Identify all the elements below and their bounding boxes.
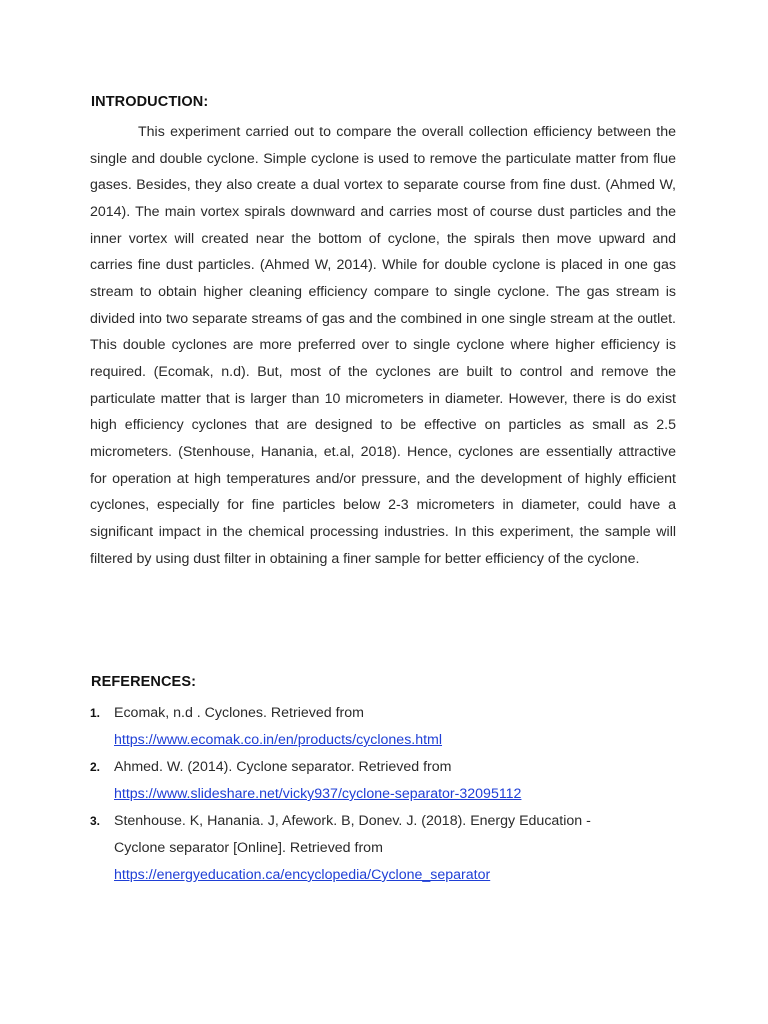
- reference-text: Stenhouse. K, Hanania. J, Afework. B, Donev. J. (2018). Energy Education - Cyclone separator [Online]. Retrieved from: [114, 813, 591, 856]
- reference-link-energyeducation[interactable]: https://energyeducation.ca/encyclopedia/Cyclone_separator: [114, 867, 491, 883]
- introduction-paragraph: This experiment carried out to compare the overall collection efficiency between the single and double cyclone. Simple cyclone is used to remove the particulate matter from flue gases. Besides, they also create a dual vortex to separate course from fine dust. (Ahmed W, 2014). The main vortex spirals downward and carries most of course dust particles and the inner vortex will created near the bottom of cyclone, the spirals then move upward and carries fine dust particles. (Ahmed W, 2014). While for double cyclone is placed in one gas stream to obtain higher cleaning efficiency compare to single cyclone. The gas stream is divided into two separate streams of gas and the combined in one single stream at the outlet. This double cyclones are more preferred over to single cyclone where higher efficiency is required. (Ecomak, n.d). But, most of the cyclones are built to control and remove the particulate matter that is larger than 10 micrometers in diameter. However, there is do exist high efficiency cyclones that are designed to be effective on particles as small as 2.5 micrometers. (Stenhouse, Hanania, et.al, 2018). Hence, cyclones are essentially attractive for operation at high temperatures and/or pressure, and the development of highly efficient cyclones, especially for fine particles below 2-3 micrometers in diameter, could have a significant impact in the chemical processing industries. In this experiment, the sample will filtered by using dust filter in obtaining a finer sample for better efficiency of the cyclone.: [90, 124, 676, 567]
- reference-text: Ecomak, n.d . Cyclones. Retrieved from: [114, 705, 364, 721]
- reference-number: 2.: [90, 760, 101, 774]
- reference-item-3: [90, 808, 690, 889]
- reference-number: 1.: [90, 706, 101, 720]
- references-list: [90, 700, 690, 889]
- reference-item-2: [90, 754, 690, 808]
- reference-number: 3.: [90, 814, 101, 828]
- reference-link-slideshare[interactable]: https://www.slideshare.net/vicky937/cyclone-separator-32095112: [114, 786, 522, 802]
- reference-link-ecomak[interactable]: https://www.ecomak.co.in/en/products/cyclones.html: [114, 732, 443, 748]
- reference-item-1: [90, 700, 690, 754]
- references-heading: REFERENCES:: [91, 674, 197, 690]
- reference-text: Ahmed. W. (2014). Cyclone separator. Retrieved from: [114, 759, 452, 775]
- introduction-heading: INTRODUCTION:: [91, 94, 209, 110]
